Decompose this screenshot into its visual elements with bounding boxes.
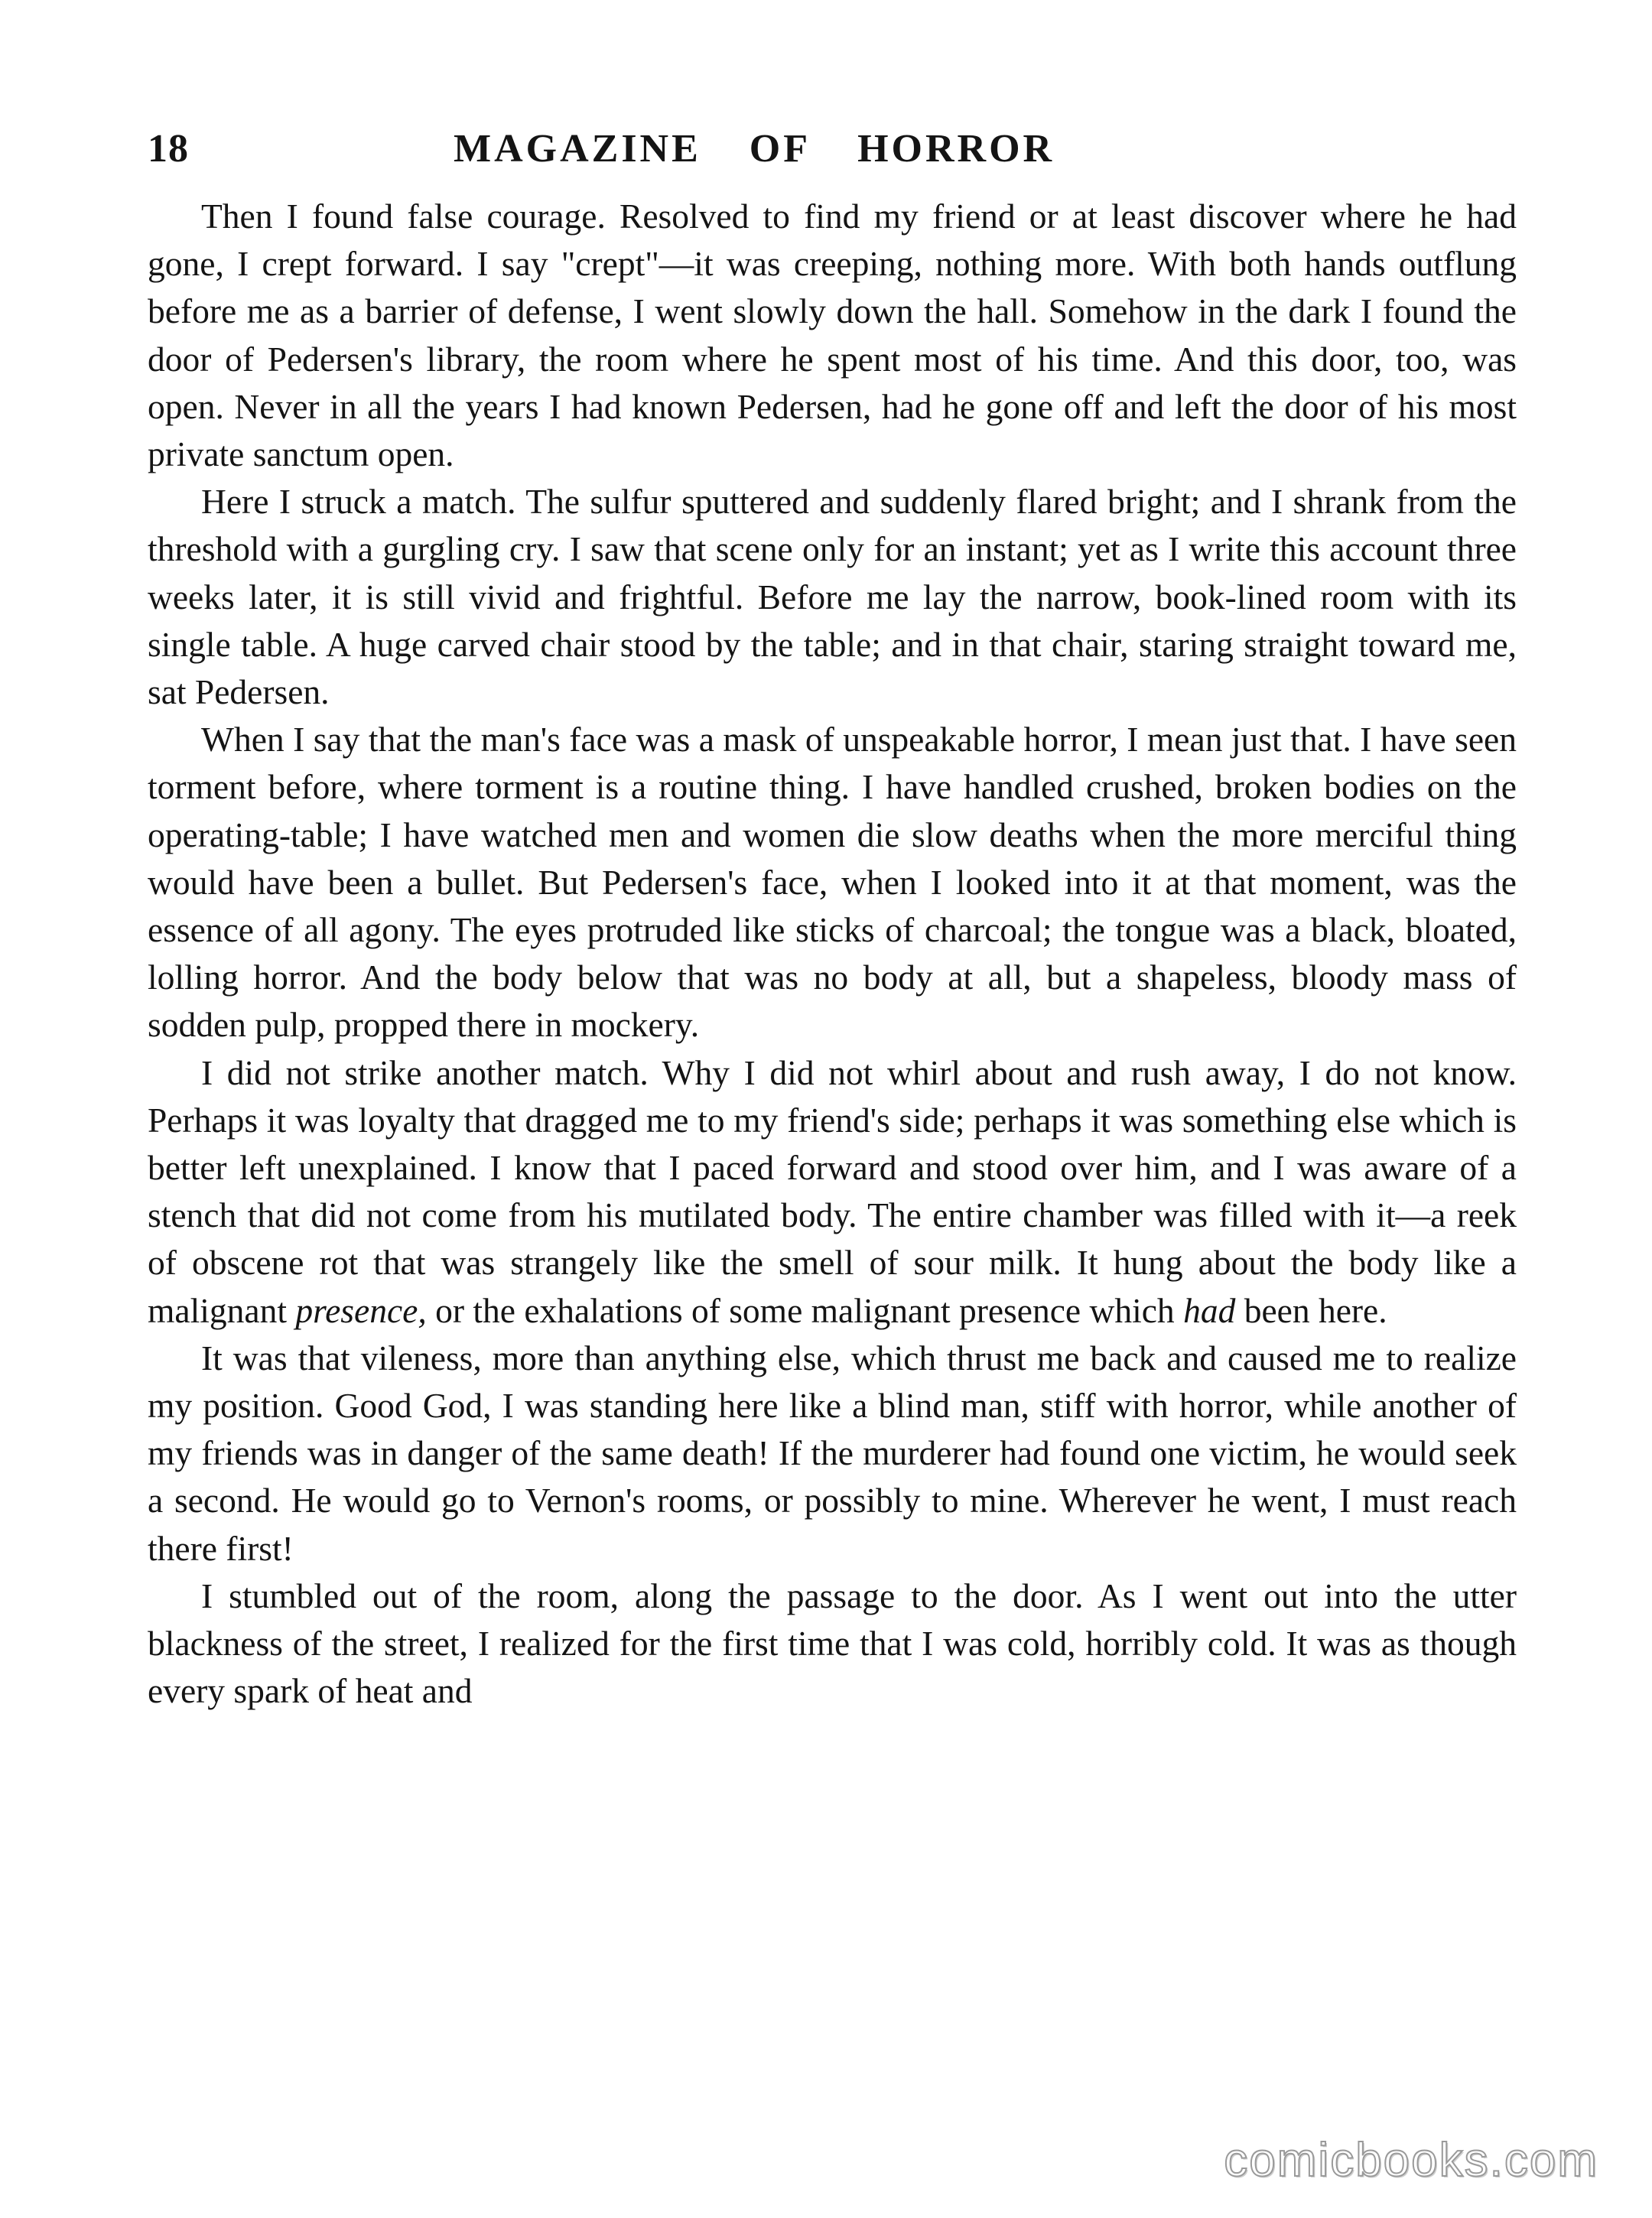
paragraph-1: Then I found false courage. Resolved to find my friend or at least discover where he had gone, I crept forward. I say "crept"—it was creeping, nothing more. With both hands outflung before me as a barrier of defense, I went slowly down the hall. Somehow in the dark I found the door of Pedersen's library, the room where he spent most of his time. And this door, too, was open. Never in all the years I had known Pedersen, had he gone off and left the door of his most private sanctum open. [148,197,1517,474]
page-number: 18 [148,127,189,171]
paragraph-3: When I say that the man's face was a mask of unspeakable horror, I mean just that. I have seen torment before, where torment is a routine thing. I have handled crushed, broken bodies on the operating-table; I have watched men and women die slow deaths when the more merciful thing would have been a bullet. But Pedersen's face, when I looked into it at that moment, was the essence of all agony. The eyes protruded like sticks of charcoal; the tongue was a black, bloated, lolling horror. And the body below that was no body at all, but a shapeless, bloody mass of sodden pulp, propped there in mockery. [148,720,1517,1045]
italic-presence: presence, [295,1290,427,1330]
paragraph-2: Here I struck a match. The sulfur sputtered and suddenly flared bright; and I shrank from the threshold with a gurgling cry. I saw that scene only for an instant; yet as I write this account three weeks later, it is still vivid and frightful. Before me lay the narrow, book-lined room with its single table. A huge carved chair stood by the table; and in that chair, staring straight toward me, sat Pedersen. [148,482,1517,712]
italic-had: had [1183,1290,1236,1330]
magazine-title: MAGAZINE OF HORROR [454,127,1055,171]
paragraph-4-text-start: I did not strike another match. Why I did not whirl about and rush away, I do not know. Perhaps it was loyalty that dragged me to my friend's side; perhaps it was something else which is better left unexplained. I know that I paced forward and stood over him, and I was aware of a stench that did not come from his mutilated body. The entire chamber was filled with it—a reek of obscene rot that was strangely like the smell of sour milk. It hung about the body like a malignant [148,1052,1517,1330]
site-watermark: comicbooks.com [1224,2134,1598,2187]
paragraph-4 [148,1049,1517,1335]
story-text [148,193,1517,1716]
paragraph-4-text-middle: or the exhalations of some malignant presence which [426,1290,1184,1330]
paragraph-4-text-end: been here. [1235,1290,1387,1330]
paragraph-6: I stumbled out of the room, along the passage to the door. As I went out into the utter blackness of the street, I realized for the first time that I was cold, horribly cold. It was as though every spark of heat and [148,1576,1517,1711]
paragraph-5: It was that vileness, more than anything else, which thrust me back and caused me to realize my position. Good God, I was standing here like a blind man, stiff with horror, while another of my friends was in danger of the same death! If the murderer had found one victim, he would seek a second. He would go to Vernon's rooms, or possibly to mine. Wherever he went, I must reach there first! [148,1338,1517,1568]
running-head [148,126,1517,187]
